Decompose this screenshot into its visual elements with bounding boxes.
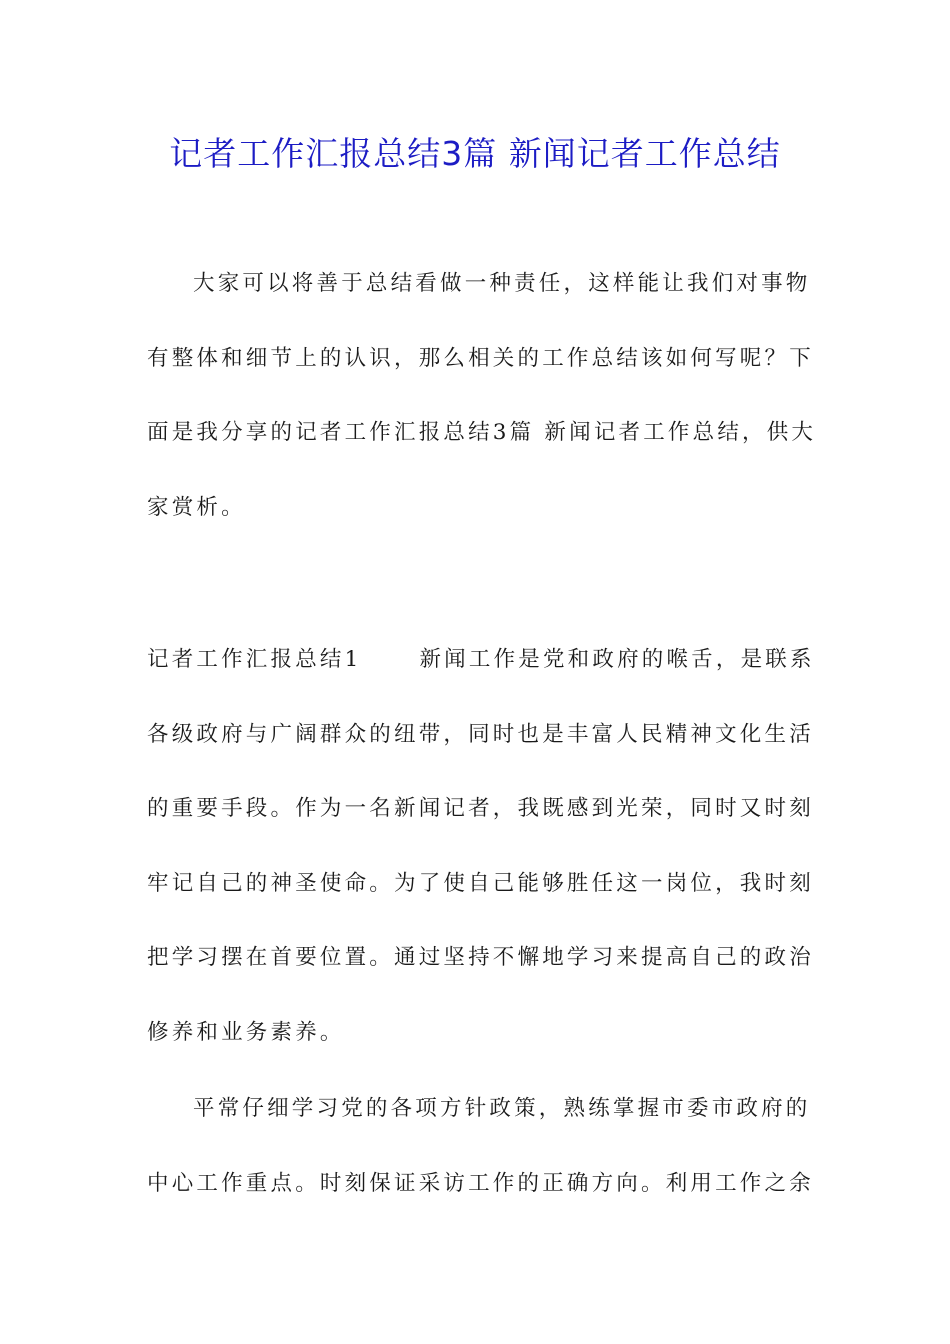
document-title: 记者工作汇报总结3篇 新闻记者工作总结 xyxy=(169,134,781,173)
intro-line: 大家可以将善于总结看做一种责任，这样能让我们对事物 xyxy=(193,271,811,296)
section1-first-line xyxy=(147,640,815,715)
section1-first-text: 新闻工作是党和政府的喉舌，是联系 xyxy=(419,647,815,672)
section1-heading: 记者工作汇报总结1 xyxy=(147,647,362,672)
section1-line: 各级政府与广阔群众的纽带，同时也是丰富人民精神文化生活 xyxy=(147,721,814,747)
section1-line: 牢记自己的神圣使命。为了使自己能够胜任这一岗位，我时刻 xyxy=(147,870,814,896)
para2-line: 平常仔细学习党的各项方针政策，熟练掌握市委市政府的 xyxy=(193,1096,811,1121)
intro-line: 有整体和细节上的认识，那么相关的工作总结该如何写呢？下 xyxy=(147,345,814,371)
intro-line: 面是我分享的记者工作汇报总结3篇 新闻记者工作总结，供大 xyxy=(147,420,817,445)
section1-line: 把学习摆在首要位置。通过坚持不懈地学习来提高自己的政治 xyxy=(147,945,814,970)
intro-line: 家赏析。 xyxy=(147,494,246,520)
section1-line: 修养和业务素养。 xyxy=(147,1019,345,1045)
paragraph-2 xyxy=(147,1089,814,1238)
section1-paragraph xyxy=(147,640,815,1087)
intro-paragraph xyxy=(147,264,817,562)
para2-line: 中心工作重点。时刻保证采访工作的正确方向。利用工作之余 xyxy=(147,1170,814,1196)
section1-line: 的重要手段。作为一名新闻记者，我既感到光荣，同时又时刻 xyxy=(147,796,814,821)
